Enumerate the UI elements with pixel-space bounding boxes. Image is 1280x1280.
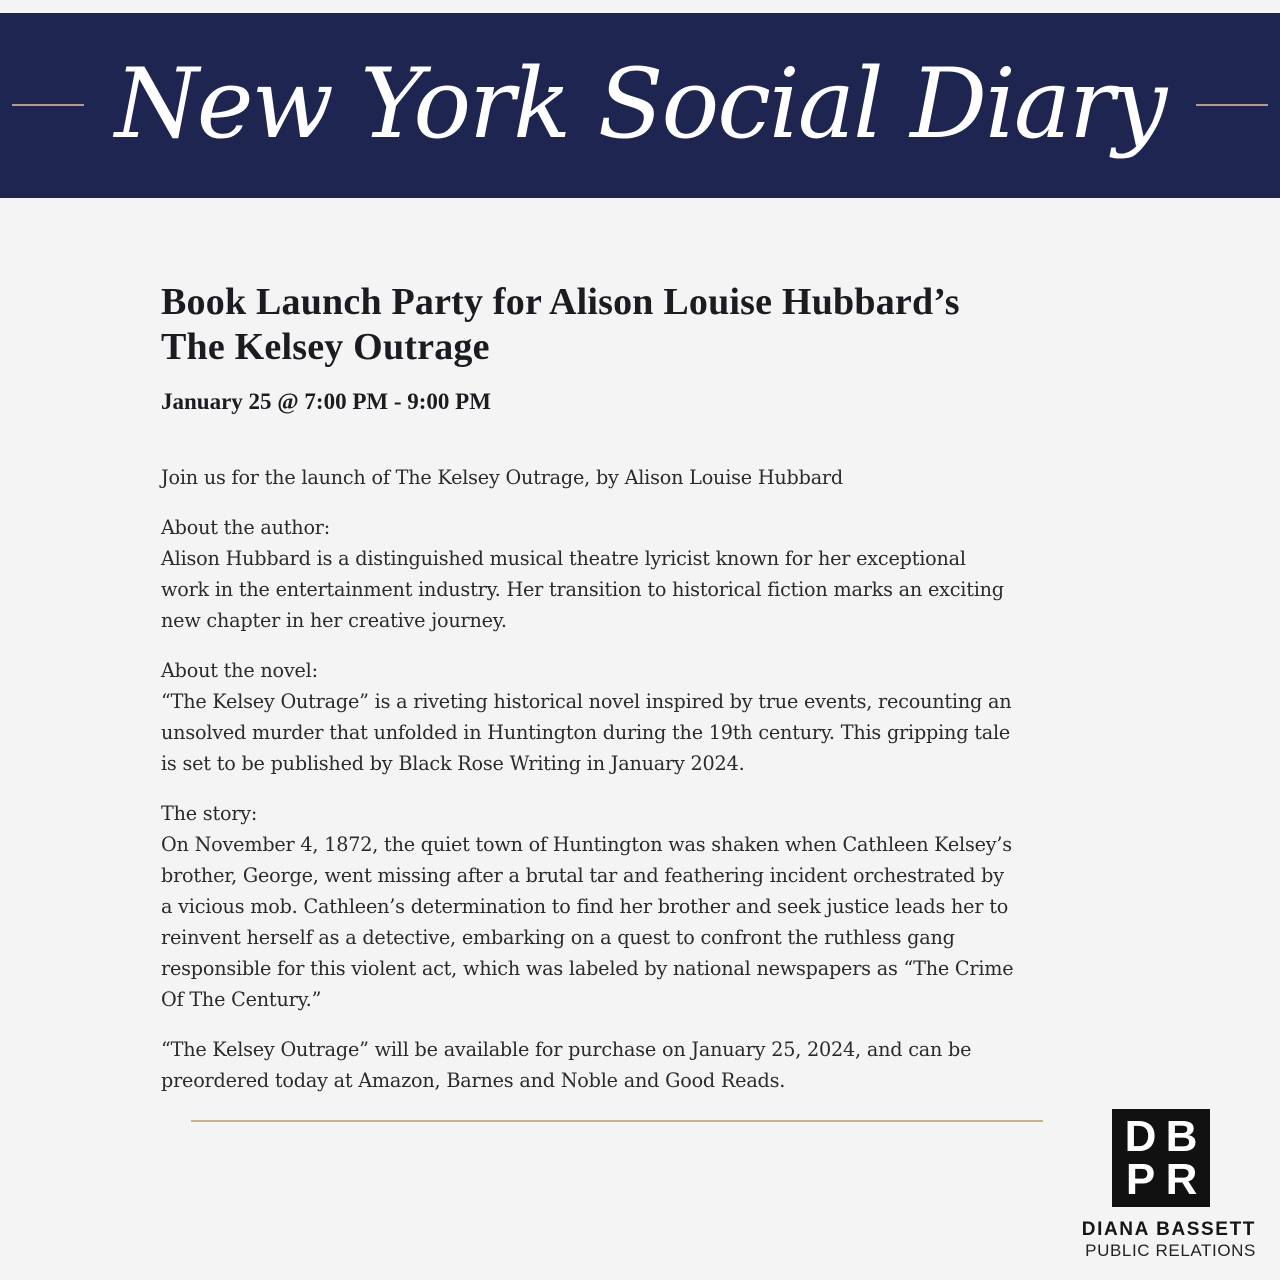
- intro-paragraph: [161, 462, 1121, 493]
- agency-name-line-2: PUBLIC RELATIONS: [1085, 1241, 1256, 1260]
- story-line: brother, George, went missing after a brutal tar and feathering incident orchestrated by: [161, 864, 1004, 887]
- novel-paragraph: [161, 655, 1121, 779]
- agency-name-line-1: DIANA BASSETT: [1081, 1219, 1256, 1240]
- author-line: work in the entertainment industry. Her transition to historical fiction marks an exciting: [161, 578, 1004, 601]
- story-line: a vicious mob. Cathleen’s determination to find her brother and seek justice leads her to: [161, 895, 1009, 918]
- event-title-line-1: Book Launch Party for Alison Louise Hubbard’s: [161, 281, 960, 323]
- event-title: [161, 280, 1121, 370]
- footer-divider: [191, 1120, 1043, 1122]
- dbpr-logo: [1112, 1109, 1210, 1207]
- closing-line: preordered today at Amazon, Barnes and Noble and Good Reads.: [161, 1069, 786, 1092]
- novel-line: unsolved murder that unfolded in Huntington during the 19th century. This gripping tale: [161, 721, 1011, 744]
- event-article: [161, 280, 1121, 1096]
- logo-letter: P: [1125, 1155, 1156, 1204]
- event-date: January 25 @ 7:00 PM - 9:00 PM: [161, 389, 491, 414]
- intro-text: Join us for the launch of The Kelsey Outrage, by Alison Louise Hubbard: [161, 466, 843, 489]
- event-title-line-2: The Kelsey Outrage: [161, 326, 490, 368]
- masthead-logo-title: New York Social Diary: [114, 47, 1166, 160]
- story-line: responsible for this violent act, which was labeled by national newspapers as “The Crime: [161, 957, 1014, 980]
- novel-line: is set to be published by Black Rose Writing in January 2024.: [161, 752, 745, 775]
- novel-heading: About the novel:: [161, 659, 318, 682]
- story-line: reinvent herself as a detective, embarking on a quest to confront the ruthless gang: [161, 926, 955, 949]
- author-line: new chapter in her creative journey.: [161, 609, 507, 632]
- logo-letter: B: [1165, 1112, 1198, 1161]
- author-paragraph: [161, 512, 1121, 636]
- closing-paragraph: [161, 1034, 1121, 1096]
- author-heading: About the author:: [161, 516, 331, 539]
- story-line: On November 4, 1872, the quiet town of Huntington was shaken when Cathleen Kelsey’s: [161, 833, 1012, 856]
- agency-name: [1082, 1219, 1256, 1261]
- event-description: [161, 462, 1121, 1096]
- story-line: Of The Century.”: [161, 988, 322, 1011]
- closing-line: “The Kelsey Outrage” will be available for purchase on January 25, 2024, and can be: [161, 1038, 972, 1061]
- logo-letter: D: [1124, 1112, 1157, 1161]
- story-heading: The story:: [161, 802, 258, 825]
- author-line: Alison Hubbard is a distinguished musical theatre lyricist known for her exceptional: [161, 547, 966, 570]
- masthead-right-rule: [1196, 104, 1268, 106]
- top-strip: [0, 0, 1280, 13]
- story-paragraph: [161, 798, 1121, 1015]
- logo-letter: R: [1165, 1155, 1198, 1204]
- novel-line: “The Kelsey Outrage” is a riveting historical novel inspired by true events, recounting an: [161, 690, 1012, 713]
- masthead-banner: [0, 13, 1280, 198]
